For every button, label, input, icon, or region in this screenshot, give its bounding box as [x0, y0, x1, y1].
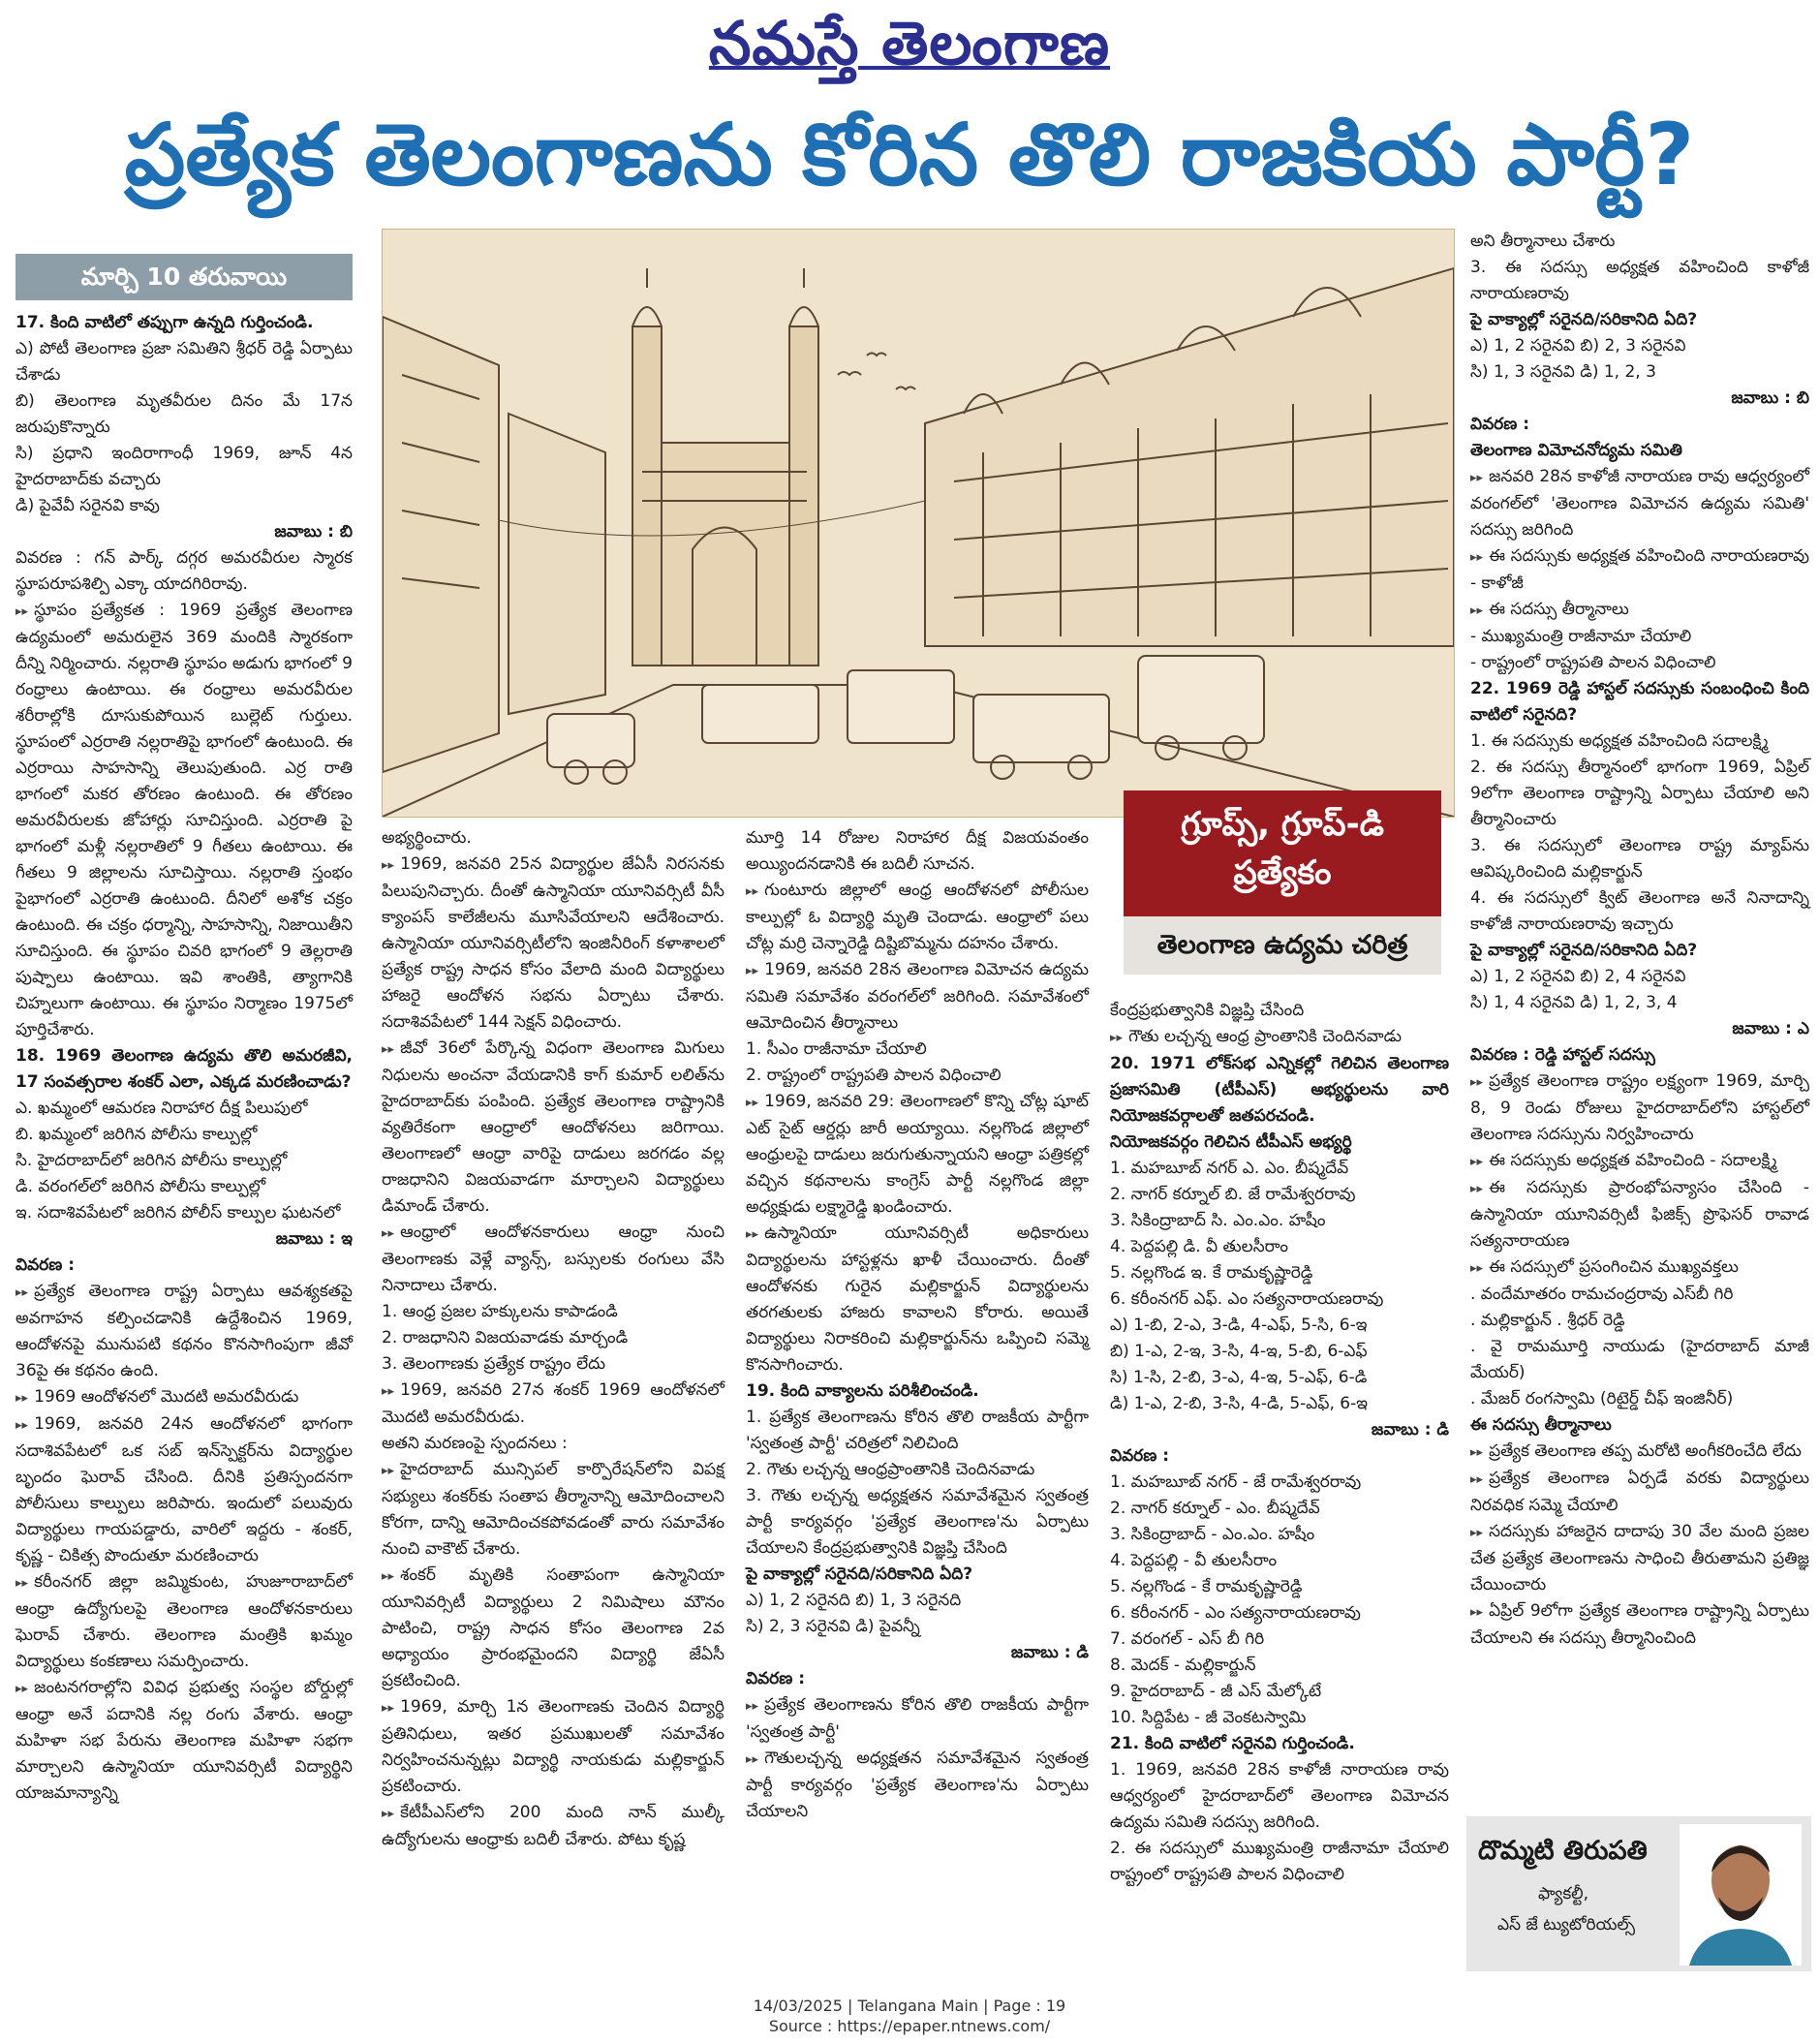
bullet-paragraph: ▸▸ ప్రత్యేక తెలంగాణ రాష్ట్ర ఏర్పాటు ఆవశ్యకతపై అవగాహన కల్పించడానికి ఉద్దేశించిన 1969, ఆందోళనపై మునుపటి కథనం కొనసాగింపుగా జీవో 36పై ఈ కథనం ఉంది.	[15, 1279, 353, 1384]
promo-subtitle: ప్రత్యేకం	[1233, 853, 1332, 892]
explanation-heading: వివరణ :	[1470, 415, 1530, 434]
article-column-3	[746, 825, 1089, 1825]
option-text: బి) తెలంగాణ మృతవీరుల దినం మే 17న జరుపుకొన్నారు	[15, 391, 353, 437]
bullet-paragraph: ▸▸ 1969, మార్చి 1న తెలంగాణకు చెందిన విద్యార్థి ప్రతినిధులు, ఇతర ప్రముఖులతో సమావేశం నిర్వహించనున్నట్లు విద్యార్థి నాయకుడు మల్లికార్జున్ ప్రకటించారు.	[382, 1694, 725, 1800]
answer-label: జవాబు : డి	[1010, 1643, 1089, 1662]
statement-text: 3. ఈ సదస్సులో తెలంగాణ రాష్ట్ర మ్యాప్‌ను ఆవిష్కరించింది మల్లికార్జున్	[1470, 836, 1809, 882]
question-22: 22. 1969 రెడ్డి హాస్టల్ సదస్సుకు సంబంధించి కింది వాటిలో సరైనది?	[1470, 679, 1809, 725]
question-prompt: పై వాక్యాల్లో సరైనది/సరికానిది ఏది?	[1470, 310, 1698, 329]
author-role: ఫ్యాకల్టీ,	[1538, 1884, 1589, 1904]
statement-text: 4. ఈ సదస్సులో క్విట్ తెలంగాణ అనే నినాదాన్ని కాళోజీ నారాయణరావు ఇచ్చారు	[1470, 888, 1809, 934]
option-row: సి) 1, 4 సరైనవి డి) 1, 2, 3, 4	[1470, 993, 1678, 1012]
bullet-paragraph: ▸▸ ఈ సదస్సు తీర్మానాలు	[1470, 597, 1809, 624]
match-row: 4. పెద్దపల్లి డి. వీ తులసీరాం	[1110, 1237, 1288, 1256]
bullet-paragraph: ▸▸ 1969, జనవరి 25న విద్యార్థుల జేఏసీ నిరసనకు పిలుపునిచ్చారు. దీంతో ఉస్మానియా యూనివర్సిటీ వీసీ క్యాంపస్ కాలేజీలను మూసివేయాలని ఆదేశించారు. ఉస్మానియా యూనివర్సిటీలోని ఇంజినీరింగ్ కళాశాలలో ప్రత్యేక రాష్ట్ర సాధన కోసం వేలాది మంది విద్యార్థులు హాజరై ఆందోళన సభను ఏర్పాటు చేశారు. సదాశివపేటలో 144 సెక్షన్ విధించారు.	[382, 852, 725, 1036]
list-item: - రాష్ట్రంలో రాష్ట్రపతి పాలన విధించాలి	[1470, 653, 1716, 672]
list-item: 5. నల్లగొండ - కే రామకృష్ణారెడ్డి	[1110, 1577, 1303, 1596]
match-row: 3. సికింద్రాబాద్ సి. ఎం.ఎం. హషీం	[1110, 1211, 1326, 1230]
explanation-heading: వివరణ :	[1110, 1446, 1170, 1466]
article-column-5	[1470, 229, 1809, 1652]
question-prompt: పై వాక్యాల్లో సరైనది/సరికానిది ఏది?	[746, 1564, 973, 1584]
explanation-text: వివరణ : గన్ పార్క్ దగ్గర అమరవీరుల స్మారక స్థూపరూపశిల్పి ఎక్కా యాదగిరిరావు.	[15, 548, 353, 594]
bullet-paragraph: ▸▸ గౌతులచ్చన్న అధ్యక్షతన సమావేశమైన స్వతంత్ర పార్టీ కార్యవర్గం 'ప్రత్యేక తెలంగాణ'ను ఏర్పాటు చేయాలని	[746, 1746, 1089, 1825]
list-item: 9. హైదరాబాద్ - జీ ఎస్ మేల్కోటే	[1110, 1682, 1322, 1701]
option-text: డి) పైవేవీ సరైనవి కావు	[15, 496, 160, 515]
list-item: . వై రామమూర్తి నాయుడు (హైదరాబాద్ మాజీ మేయర్)	[1470, 1337, 1809, 1382]
bullet-paragraph: ▸▸ కరీంనగర్ జిల్లా జమ్మికుంట, హుజూరాబాద్‌లో ఆంధ్రా ఉద్యోగులపై తెలంగాణ ఆందోళనకారులు ఘెరావ్ చేశారు. తెలంగాణ మంత్రికి ఖమ్మం విద్యార్థులు కంకణాలు సమర్పించారు.	[15, 1569, 353, 1675]
bullet-paragraph: ▸▸ సదస్సుకు హాజరైన దాదాపు 30 వేల మంది ప్రజల చేత ప్రత్యేక తెలంగాణను సాధించి తీరుతామని ప్రతిజ్ఞ చేయించారు	[1470, 1519, 1809, 1598]
author-firm: ఎస్ జే ట్యుటోరియల్స్	[1497, 1915, 1636, 1935]
bullet-paragraph: ▸▸ ప్రత్యేక తెలంగాణ ఏర్పడే వరకు విద్యార్థులు నిరవధిక సమ్మె చేయాలి	[1470, 1466, 1809, 1519]
list-item: . వందేమాతరం రామచంద్రరావు ఎస్‌బీ గిరి	[1470, 1285, 1734, 1304]
table-header: నియోజకవర్గం గెలిచిన టీపీఎస్ అభ్యర్థి	[1110, 1132, 1352, 1152]
bullet-paragraph: ▸▸ శంకర్ మృతికి సంతాపంగా ఉస్మానియా యూనివర్సిటీ విద్యార్థులు 2 నిమిషాలు మౌనం పాటించి, రాష్ట్ర సాధన కోసం తెలంగాణ 2వ అధ్యాయం ప్రారంభమైందని విద్యార్థి జేఏసీ ప్రకటించింది.	[382, 1563, 725, 1694]
answer-label: జవాబు : ఇ	[275, 1229, 353, 1249]
bullet-paragraph: ▸▸ ఈ సదస్సులో ప్రసంగించిన ముఖ్యవక్తలు	[1470, 1254, 1809, 1282]
answer-label: జవాబు : బి	[274, 522, 353, 542]
bullet-paragraph: ▸▸ 1969, జనవరి 24న ఆందోళనలో భాగంగా సదాశివపేటలో ఒక సబ్ ఇన్‌స్పెక్టర్‌ను విద్యార్థుల బృందం ఘెరావ్ చేసింది. దీనికి ప్రతిస్పందనగా పోలీసులు కాల్పులు జరిపారు. ఇందులో పలువురు విద్యార్థులు గాయపడ్డారు, వారిలో ఇద్దరు - శంకర్, కృష్ణ - చికిత్స పొందుతూ మరణించారు	[15, 1411, 353, 1569]
avatar-icon	[1680, 1824, 1802, 1966]
bullet-paragraph: ▸▸ జీవో 36లో పేర్కొన్న విధంగా తెలంగాణ మిగులు నిధులను అంచనా వేయడానికి కాగ్ కుమార్ లలిత్‌ను హైదరాబాద్‌కు పంపింది. ప్రత్యేక తెలంగాణ రాష్ట్రానికి వ్యతిరేకంగా ఆంధ్రాలో ఆందోళనలు జరిగాయి. తెలంగాణలో ఆంధ్రా వారిపై దాడులు జరగడం వల్ల రాజధానిని విజయవాడగా మార్చాలని విద్యార్థులు డిమాండ్ చేశారు.	[382, 1036, 725, 1220]
page-footer	[0, 1996, 1819, 2036]
option-text: డి. వరంగల్‌లో జరిగిన పోలీసు కాల్పుల్లో	[15, 1177, 266, 1196]
bullet-paragraph: ▸▸ ప్రత్యేక తెలంగాణ రాష్ట్రం లక్ష్యంగా 1969, మార్చి 8, 9 రెండు రోజులు హైదరాబాద్‌లోని హాస్టల్‌లో తెలంగాణ సదస్సును నిర్వహించారు	[1470, 1068, 1809, 1148]
bullet-paragraph: ▸▸ కేటీపీఎస్‌లోని 200 మంది నాన్ ముల్కీ ఉద్యోగులను ఆంధ్రాకు బదిలీ చేశారు. పోటు కృష్ణ	[382, 1800, 725, 1853]
author-photo	[1680, 1824, 1802, 1966]
list-item: 1. ఆంధ్ర ప్రజల హక్కులను కాపాడండి	[382, 1302, 618, 1321]
answer-label: జవాబు : ఎ	[1732, 1019, 1809, 1038]
bullet-paragraph: ▸▸ ప్రత్యేక తెలంగాణను కోరిన తొలి రాజకీయ పార్టీగా 'స్వతంత్ర పార్టీ'	[746, 1692, 1089, 1746]
page-headline: ప్రత్యేక తెలంగాణను కోరిన తొలి రాజకియ పార్టీ?	[124, 105, 1695, 204]
bullet-paragraph: ▸▸ 1969 ఆందోళనలో మొదటి అమరవీరుడు	[15, 1384, 353, 1411]
question-17: 17. కింది వాటిలో తప్పుగా ఉన్నది గుర్తించండి.	[15, 313, 314, 332]
explanation-heading: వివరణ : రెడ్డి హాస్టల్ సదస్సు	[1470, 1045, 1655, 1065]
article-column-1	[15, 310, 353, 1807]
bullet-paragraph: ▸▸ ఈ సదస్సుకు అధ్యక్షత వహించింది - సదాలక్ష్మి	[1470, 1148, 1809, 1175]
question-19: 19. కింది వాక్యాలను పరిశీలించండి.	[746, 1381, 979, 1401]
author-name: దొమ్మటి తిరుపతి	[1478, 1836, 1648, 1866]
statement-text: 3. గౌతు లచ్చన్న అధ్యక్షతన సమావేశమైన స్వతంత్ర పార్టీ కార్యవర్గం 'ప్రత్యేక తెలంగాణ'ను ఏర్పాటు చేయాలని కేంద్రప్రభుత్వానికి విజ్ఞప్తి చేసింది	[746, 1486, 1089, 1558]
bullet-paragraph: ▸▸ స్థూపం ప్రత్యేకత : 1969 ప్రత్యేక తెలంగాణ ఉద్యమంలో అమరులైన 369 మందికి స్మారకంగా దీన్ని నిర్మించారు. నల్లరాతి స్థూపం అడుగు భాగంలో 9 రంధ్రాలు ఉంటాయి. ఈ రంధ్రాలు అమరవీరుల శరీరాల్లోకి దూసుకుపోయిన బుల్లెట్ గుర్తులు. స్థూపంలో ఎర్రరాతి నల్లరాతిపై భాగంలో ఉంటుంది. ఈ ఎర్రరాయి సాహసాన్ని తెలుపుతుంది. ఎర్ర రాతి భాగంలో మకర తోరణం ఉంటుంది. ఈ తోరణం అమరవీరులకు జోహార్లు సూచిస్తుంది. ఎర్రరాతి పై భాగంలో మళ్లీ నల్లరాతిలో 9 గీతలు ఉంటాయి. ఈ గీతలు 9 జిల్లాలను సూచిస్తాయి. నల్లరాతి స్తంభం పైభాగంలో ఎర్రరాతి ఉంటుంది. దీనిలో అశోక చక్రం ఉంటుంది. ఈ చక్రం ధర్మాన్ని, సాహసాన్ని, నిజాయితీని సూచిస్తుంది. ఈ స్థూపం చివరి భాగంలో 9 తెల్లరాతి పుష్పాలు ఉంటాయి. ఇవి శాంతికి, త్యాగానికి చిహ్నలుగా ఉంటాయి. ఈ స్థూపం నిర్మాణం 1975లో పూర్తిచేశారు.	[15, 598, 353, 1043]
bullet-paragraph: ▸▸ ఆంధ్రాలో ఆందోళనకారులు ఆంధ్రా నుంచి తెలంగాణకు వెళ్లే వ్యాన్స్, బస్సులకు రంగులు వేసి నినాదాలు చేశారు.	[382, 1220, 725, 1299]
option-text: ఎ) పోటీ తెలంగాణ ప్రజా సమితిని శ్రీధర్ రెడ్డి ఏర్పాటు చేశాడు	[15, 339, 353, 385]
promo-title: గ్రూప్స్, గ్రూప్-డి	[1181, 805, 1384, 844]
option-row: సి) 1, 3 సరైనవి డి) 1, 2, 3	[1470, 362, 1656, 382]
statement-text: 2. గౌతు లచ్చన్న ఆంధ్రప్రాంతానికి చెందినవాడు	[746, 1460, 1035, 1479]
list-item: 1. సీఎం రాజీనామా చేయాలి	[746, 1039, 927, 1059]
list-item: 3. తెలంగాణకు ప్రత్యేక రాష్ట్రం లేదు	[382, 1354, 606, 1374]
paragraph-text: అభ్యర్థించారు.	[382, 828, 472, 848]
answer-label: జవాబు : బి	[1731, 388, 1809, 408]
option-text: సి. హైదరాబాద్‌లో జరిగిన పోలీసు కాల్పుల్లో	[15, 1151, 288, 1170]
option-row: డి) 1-ఎ, 2-బి, 3-సి, 4-డి, 5-ఎఫ్, 6-ఇ	[1110, 1394, 1368, 1413]
list-item: 7. వరంగల్ - ఎస్ బీ గిరి	[1110, 1629, 1265, 1649]
promo-topic: తెలంగాణ ఉద్యమ చరిత్ర	[1124, 916, 1441, 975]
bullet-paragraph: ▸▸ ఏప్రిల్ 9లోగా ప్రత్యేక తెలంగాణ రాష్ట్రాన్ని ఏర్పాటు చేయాలని ఈ సదస్సు తీర్మానించింది	[1470, 1598, 1809, 1652]
list-item: 2. నాగర్ కర్నూల్ - ఎం. బీష్మదేవ్	[1110, 1499, 1320, 1518]
question-prompt: పై వాక్యాల్లో సరైనది/సరికానిది ఏది?	[1470, 941, 1698, 960]
article-column-2	[382, 825, 725, 1853]
bullet-paragraph: ▸▸ ప్రత్యేక తెలంగాణ తప్ప మరోటి అంగీకరించేది లేదు	[1470, 1439, 1809, 1466]
option-text: ఇ. సదాశివపేటలో జరిగిన పోలీస్ కాల్పుల ఘటనలో	[15, 1203, 341, 1223]
option-row: సి) 1-సి, 2-బి, 3-ఎ, 4-ఇ, 5-ఎఫ్, 6-డి	[1110, 1368, 1368, 1387]
list-item: 1. మహబూబ్ నగర్ - జే రామేశ్వరరావు	[1110, 1472, 1362, 1492]
option-text: ఎ. ఖమ్మంలో ఆమరణ నిరాహార దీక్ష పిలుపులో	[15, 1099, 308, 1118]
bullet-paragraph: ▸▸ 1969, జనవరి 28న తెలంగాణ విమోచన ఉద్యమ సమితి సమావేశం వరంగల్‌లో జరిగింది. సమావేశంలో ఆమోదించిన తీర్మానాలు	[746, 957, 1089, 1037]
option-row: ఎ) 1-బి, 2-ఎ, 3-డి, 4-ఎఫ్, 5-సి, 6-ఇ	[1110, 1316, 1368, 1335]
match-row: 1. మహబూబ్ నగర్ ఎ. ఎం. బీష్మదేవ్	[1110, 1159, 1349, 1178]
section-band: మార్చి 10 తరువాయి	[15, 254, 353, 300]
option-row: బి) 1-ఎ, 2-ఇ, 3-సి, 4-ఇ, 5-బి, 6-ఎఫ్	[1110, 1342, 1368, 1361]
option-row: ఎ) 1, 2 సరైనది బి) 1, 3 సరైనది	[746, 1591, 962, 1610]
list-item: . మేజర్ రంగస్వామి (రిటైర్డ్ చీఫ్ ఇంజినీర్)	[1470, 1389, 1734, 1409]
list-item: 2. రాష్ట్రంలో రాష్ట్రపతి పాలన విధించాలి	[746, 1066, 1002, 1085]
bullet-paragraph: ▸▸ ఉస్మానియా యూనివర్సిటీ అధికారులు విద్యార్థులను హాస్టళ్లను ఖాళీ చేయించారు. దీంతో ఆందోళనకు గురైన మల్లికార్జున్ విద్యార్థులను తరగతులకు హాజరు కావాలని కోరారు. అయితే విద్యార్థులు నిరాకరించి మల్లికార్జున్‌ను ఒప్పించి సమ్మె కొనసాగించారు.	[746, 1221, 1089, 1378]
option-text: బి. ఖమ్మంలో జరిగిన పోలీసు కాల్పుల్లో	[15, 1125, 258, 1144]
option-row: ఎ) 1, 2 సరైనవి బి) 2, 4 సరైనవి	[1470, 967, 1686, 986]
list-item: 6. కరీంనగర్ - ఎం సత్యనారాయణరావు	[1110, 1603, 1361, 1623]
bullet-paragraph: ▸▸ జనవరి 28న కాళోజీ నారాయణ రావు ఆధ్వర్యంలో వరంగల్‌లో 'తెలంగాణ విమోచన ఉద్యమ సమితి' సదస్సు జరిగింది	[1470, 464, 1809, 543]
statement-text: 1. ప్రత్యేక తెలంగాణను కోరిన తొలి రాజకీయ పార్టీగా 'స్వతంత్ర పార్టీ' చరిత్రలో నిలిచింది	[746, 1408, 1089, 1453]
question-21: 21. కింది వాటిలో సరైనవి గుర్తించండి.	[1110, 1734, 1355, 1753]
list-item: - ముఖ్యమంత్రి రాజీనామా చేయాలి	[1470, 627, 1692, 646]
list-item: 10. సిద్దిపేట - జీ వెంకటస్వామి	[1110, 1708, 1307, 1727]
match-row: 6. కరీంనగర్ ఎఫ్. ఎం సత్యనారాయణరావు	[1110, 1289, 1384, 1309]
bullet-paragraph: ▸▸ ఈ సదస్సుకు అధ్యక్షత వహించింది నారాయణరావు - కాళోజీ	[1470, 543, 1809, 597]
statement-text: 1. ఈ సదస్సుకు అధ్యక్షత వహించింది సదాలక్ష్మి	[1470, 731, 1769, 751]
match-row: 5. నల్లగొండ ఇ. కే రామకృష్ణారెడ్డి	[1110, 1263, 1313, 1283]
list-item: 2. రాజధానిని విజయవాడకు మార్చండి	[382, 1328, 629, 1347]
bullet-paragraph: ▸▸ గౌతు లచ్చన్న ఆంధ్ర ప్రాంతానికి చెందినవాడు	[1110, 1024, 1449, 1051]
bullet-paragraph: ▸▸ 1969, జనవరి 29: తెలంగాణలో కొన్ని చోట్ల షూట్ ఎట్ సైట్ ఆర్డర్లు జారీ అయ్యాయి. నల్లగొండ జిల్లాలో ఆంధ్రులపై దాడులు జరుగుతున్నాయని ఆంధ్రా పత్రికల్లో వచ్చిన కథనాలను కాంగ్రెస్ పార్టీ నల్లగొండ జిల్లా అధ్యక్షుడు లక్ష్మారెడ్డి ఖండించారు.	[746, 1089, 1089, 1221]
sketch-drawing	[383, 230, 1454, 817]
paragraph-text: కేంద్రప్రభుత్వానికి విజ్ఞప్తి చేసింది	[1110, 1001, 1305, 1020]
bullet-paragraph: ▸▸ గుంటూరు జిల్లాలో ఆంధ్ర ఆందోళనలో పోలీసుల కాల్పుల్లో ఓ విద్యార్థి మృతి చెందాడు. ఆంధ్రాలో పలు చోట్ల మర్రి చెన్నారెడ్డి దిష్టిబొమ్మను దహనం చేశారు.	[746, 878, 1089, 957]
statement-text: 3. ఈ సదస్సు అధ్యక్షత వహించింది కాళోజీ నారాయణరావు	[1470, 258, 1809, 303]
subheading: తెలంగాణ విమోచనోద్యమ సమితి	[1470, 441, 1682, 460]
footer-source: Source : https://epaper.ntnews.com/	[768, 2017, 1051, 2035]
subheading: అతని మరణంపై స్పందనలు :	[382, 1434, 568, 1453]
option-row: సి) 2, 3 సరైనవి డి) పైవన్నీ	[746, 1617, 920, 1636]
statement-text: 2. ఈ సదస్సు తీర్మానంలో భాగంగా 1969, ఏప్రిల్ 9లోగా తెలంగాణ రాష్ట్రాన్ని ఏర్పాటు చేయాలి అని తీర్మానించారు	[1470, 758, 1809, 829]
list-item: . మల్లికార్జున్ . శ్రీధర్ రెడ్డి	[1470, 1311, 1625, 1330]
footer-edition: 14/03/2025 | Telangana Main | Page : 19	[753, 1997, 1066, 2015]
statement-text: 1. 1969, జనవరి 28న కాళోజీ నారాయణ రావు ఆధ్వర్యంలో హైదరాబాద్‌లో తెలంగాణ విమోచన ఉద్యమ సమితి సదస్సు జరిగింది.	[1110, 1760, 1449, 1832]
explanation-heading: వివరణ :	[15, 1255, 76, 1275]
bullet-paragraph: ▸▸ ఈ సదస్సుకు ప్రారంభోపన్యాసం చేసింది - ఉస్మానియా యూనివర్సిటీ ఫిజిక్స్ ప్రొఫెసర్ రావాడ సత్యనారాయణ	[1470, 1175, 1809, 1254]
bullet-paragraph: ▸▸ జంటనగరాల్లోని వివిధ ప్రభుత్వ సంస్థల బోర్డుల్లో ఆంధ్రా అనే పదానికి నల్ల రంగు వేశారు. ఆంధ్రా మహిళా సభ పేరును తెలంగాణ మహిళా సభగా మార్చాలని ఉస్మానియా యూనివర్సిటీ విద్యార్థిని యాజమాన్యాన్ని	[15, 1675, 353, 1807]
bullet-paragraph: ▸▸ 1969, జనవరి 27న శంకర్ 1969 ఆందోళనలో మొదటి అమరవీరుడు.	[382, 1378, 725, 1431]
option-row: ఎ) 1, 2 సరైనవి బి) 2, 3 సరైనవి	[1470, 336, 1686, 356]
option-text: సి) ప్రధాని ఇందిరాగాంధీ 1969, జూన్ 4న హైదరాబాద్‌కు వచ్చారు	[15, 444, 353, 489]
paragraph-text: అని తీర్మానాలు చేశారు	[1470, 232, 1616, 251]
explanation-heading: వివరణ :	[746, 1669, 806, 1688]
list-item: 4. పెద్దపల్లి - వీ తులసీరాం	[1110, 1551, 1278, 1570]
article-column-4	[1110, 998, 1449, 1888]
author-byline-box	[1466, 1816, 1811, 1971]
statement-text: 2. ఈ సదస్సులో ముఖ్యమంత్రి రాజీనామా చేయాలి రాష్ట్రంలో రాష్ట్రపతి పాలన విధించాలి	[1110, 1839, 1449, 1884]
newspaper-masthead: నమస్తే తెలంగాణ	[708, 8, 1111, 78]
question-20: 20. 1971 లోక్‌సభ ఎన్నికల్లో గెలిచిన తెలంగాణ ప్రజాసమితి (టీపీఎస్) అభ్యర్థులను వారి నియోజకవర్గాలతో జతపరచండి.	[1110, 1054, 1449, 1126]
answer-label: జవాబు : డి	[1371, 1420, 1449, 1440]
question-18: 18. 1969 తెలంగాణ ఉద్యమ తొలి అమరజీవి, 17 సంవత్సరాల శంకర్ ఎలా, ఎక్కడ మరణించాడు?	[15, 1046, 353, 1092]
list-item: 8. మెదక్ - మల్లికార్జున్	[1110, 1656, 1256, 1675]
charminar-sketch-illustration	[382, 229, 1455, 818]
match-row: 2. నాగర్ కర్నూల్ బి. జే రామేశ్వరరావు	[1110, 1185, 1356, 1204]
series-promo-box	[1124, 790, 1441, 978]
list-item: 3. సికింద్రాబాద్ - ఎం.ఎం. హషీం	[1110, 1525, 1315, 1544]
paragraph-text: మూర్తి 14 రోజుల నిరాహార దీక్ష విజయవంతం అయ్యిందనడానికి ఈ బదిలీ సూచన.	[746, 828, 1089, 874]
bullet-paragraph: ▸▸ హైదరాబాద్ మున్సిపల్ కార్పొరేషన్‌లోని విపక్ష సభ్యులు శంకర్‌కు సంతాప తీర్మానాన్ని ఆమోదించాలని కోరగా, దాన్ని ఆమోదించకపోవడంతో వారు సమావేశం నుంచి వాకౌట్ చేశారు.	[382, 1457, 725, 1563]
promo-red-panel	[1124, 790, 1441, 916]
subheading: ఈ సదస్సు తీర్మానాలు	[1470, 1415, 1612, 1435]
